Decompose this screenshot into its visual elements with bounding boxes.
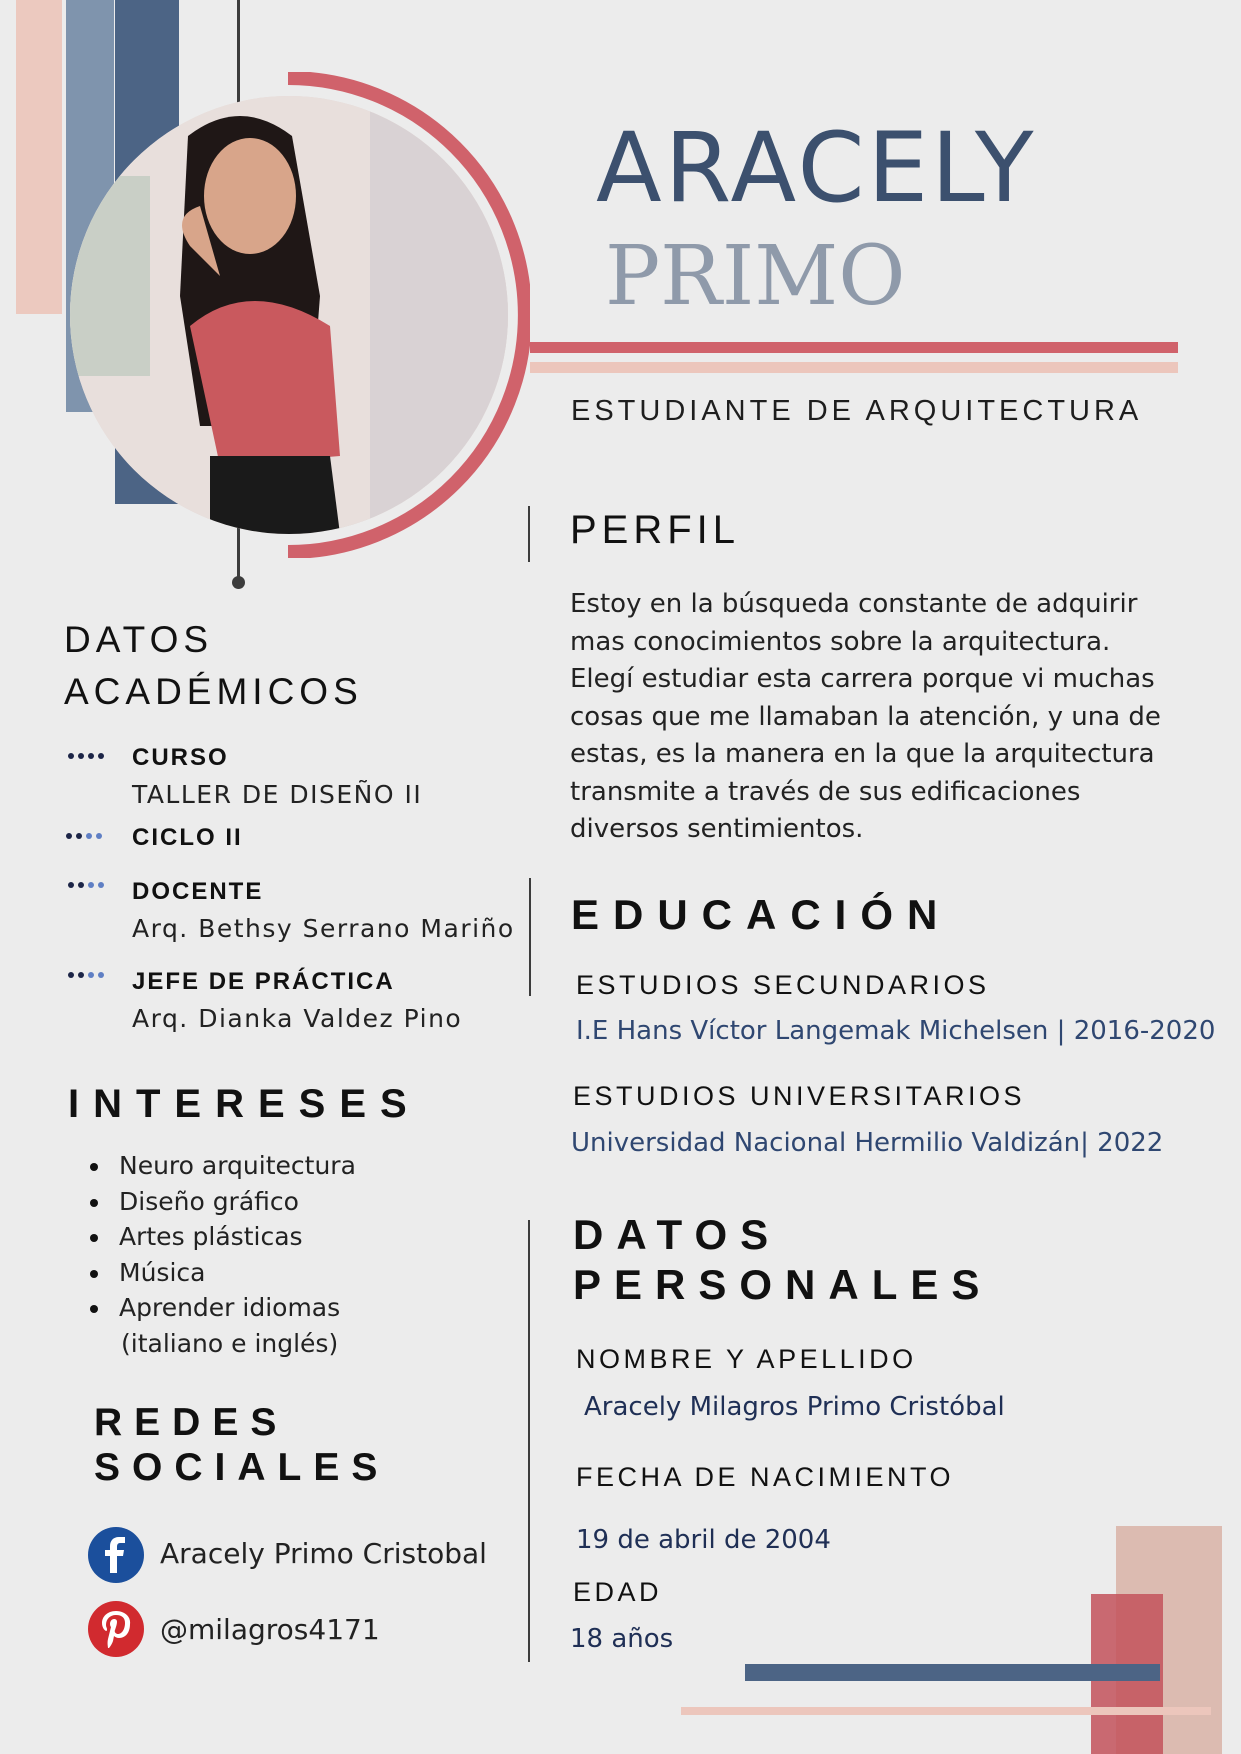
redes-heading — [94, 1400, 389, 1490]
curso-title: CURSO — [132, 744, 229, 771]
bullet — [90, 1163, 98, 1171]
datos-personales-heading — [573, 1210, 992, 1310]
decor-bar-pink — [16, 0, 62, 314]
docente-title: DOCENTE — [132, 878, 264, 905]
pinterest-glyph — [99, 1609, 133, 1649]
bullet-dots — [68, 882, 104, 888]
educacion-heading: EDUCACIÓN — [571, 891, 952, 938]
perfil-line: mas conocimientos sobre la arquitectura. — [570, 626, 1111, 657]
decor-line-pink — [681, 1707, 1211, 1715]
docente-value: Arq. Bethsy Serrano Mariño — [132, 914, 515, 943]
jefe-title: JEFE DE PRÁCTICA — [132, 968, 395, 995]
subtitle: ESTUDIANTE DE ARQUITECTURA — [571, 395, 1143, 427]
perfil-line: Estoy en la búsqueda constante de adquirir — [570, 589, 1138, 619]
universitarios-title: ESTUDIOS UNIVERSITARIOS — [573, 1081, 1026, 1111]
name-last: PRIMO — [605, 229, 906, 324]
perfil-heading: PERFIL — [570, 508, 741, 552]
bullet-dots — [68, 753, 104, 759]
intereses-list — [86, 1148, 356, 1361]
header-line-pink — [530, 362, 1178, 373]
list-item — [86, 1326, 356, 1362]
facebook-glyph — [101, 1537, 131, 1573]
divider-perfil — [528, 506, 530, 562]
list-item — [86, 1255, 356, 1291]
secundarios-value: I.E Hans Víctor Langemak Michelsen | 2016-2020 — [576, 1016, 1216, 1046]
interes-label: Artes plásticas — [119, 1222, 303, 1251]
perfil-line: cosas que me llamaban la atención, y una de — [570, 701, 1161, 732]
academicos-heading-line: DATOS — [64, 619, 214, 660]
perfil-line: estas, es la manera en la que la arquitectura — [570, 739, 1155, 769]
jefe-value: Arq. Dianka Valdez Pino — [132, 1004, 463, 1033]
redes-heading-line: SOCIALES — [94, 1446, 390, 1489]
datos-personales-heading-line: PERSONALES — [573, 1261, 993, 1308]
secundarios-title: ESTUDIOS SECUNDARIOS — [576, 970, 990, 1000]
list-item — [86, 1219, 356, 1255]
bullet — [90, 1305, 98, 1313]
interes-label: (italiano e inglés) — [121, 1328, 339, 1358]
facebook-icon[interactable] — [88, 1527, 144, 1583]
header-line-red — [530, 342, 1178, 353]
divider-educacion — [529, 878, 531, 996]
interes-label: Diseño gráfico — [119, 1186, 299, 1216]
ciclo-title: CICLO II — [132, 824, 243, 851]
universitarios-value: Universidad Nacional Hermilio Valdizán| 2022 — [571, 1128, 1164, 1158]
perfil-text — [570, 586, 1170, 849]
name-first: ARACELY — [596, 112, 1037, 224]
datos-personales-heading-line: DATOS — [573, 1211, 782, 1258]
perfil-line: diversos sentimientos. — [570, 814, 864, 844]
list-item — [86, 1184, 356, 1220]
fecha-title: FECHA DE NACIMIENTO — [576, 1462, 955, 1492]
nombre-title: NOMBRE Y APELLIDO — [576, 1344, 917, 1374]
bullet-dots — [68, 972, 104, 978]
bullet — [90, 1199, 98, 1207]
pinterest-icon[interactable] — [88, 1601, 144, 1657]
divider-datos-personales — [528, 1220, 530, 1662]
nombre-value: Aracely Milagros Primo Cristóbal — [584, 1392, 1005, 1422]
interes-label: Aprender idiomas — [119, 1293, 341, 1322]
interes-label: Neuro arquitectura — [119, 1151, 356, 1180]
bullet — [90, 1234, 98, 1242]
pinterest-link[interactable]: @milagros4171 — [160, 1613, 380, 1646]
bullet — [90, 1270, 98, 1278]
list-item — [86, 1148, 356, 1184]
intereses-heading: INTERESES — [68, 1082, 421, 1126]
curso-value: TALLER DE DISEÑO II — [132, 780, 423, 809]
photo-ring-arc — [58, 72, 530, 558]
decor-line-blue — [745, 1664, 1160, 1681]
decor-line-dot — [232, 576, 245, 589]
redes-heading-line: REDES — [94, 1401, 289, 1444]
edad-value: 18 años — [570, 1624, 674, 1654]
list-item — [86, 1290, 356, 1326]
perfil-line: transmite a través de sus edificaciones — [570, 776, 1081, 807]
interes-label: Música — [119, 1257, 206, 1287]
academicos-heading — [64, 614, 363, 718]
bullet-dots — [66, 833, 102, 839]
academicos-heading-line: ACADÉMICOS — [64, 671, 363, 712]
facebook-link[interactable]: Aracely Primo Cristobal — [160, 1537, 487, 1570]
perfil-line: Elegí estudiar esta carrera porque vi muchas — [570, 664, 1155, 694]
fecha-value: 19 de abril de 2004 — [576, 1525, 831, 1555]
edad-title: EDAD — [573, 1577, 663, 1607]
